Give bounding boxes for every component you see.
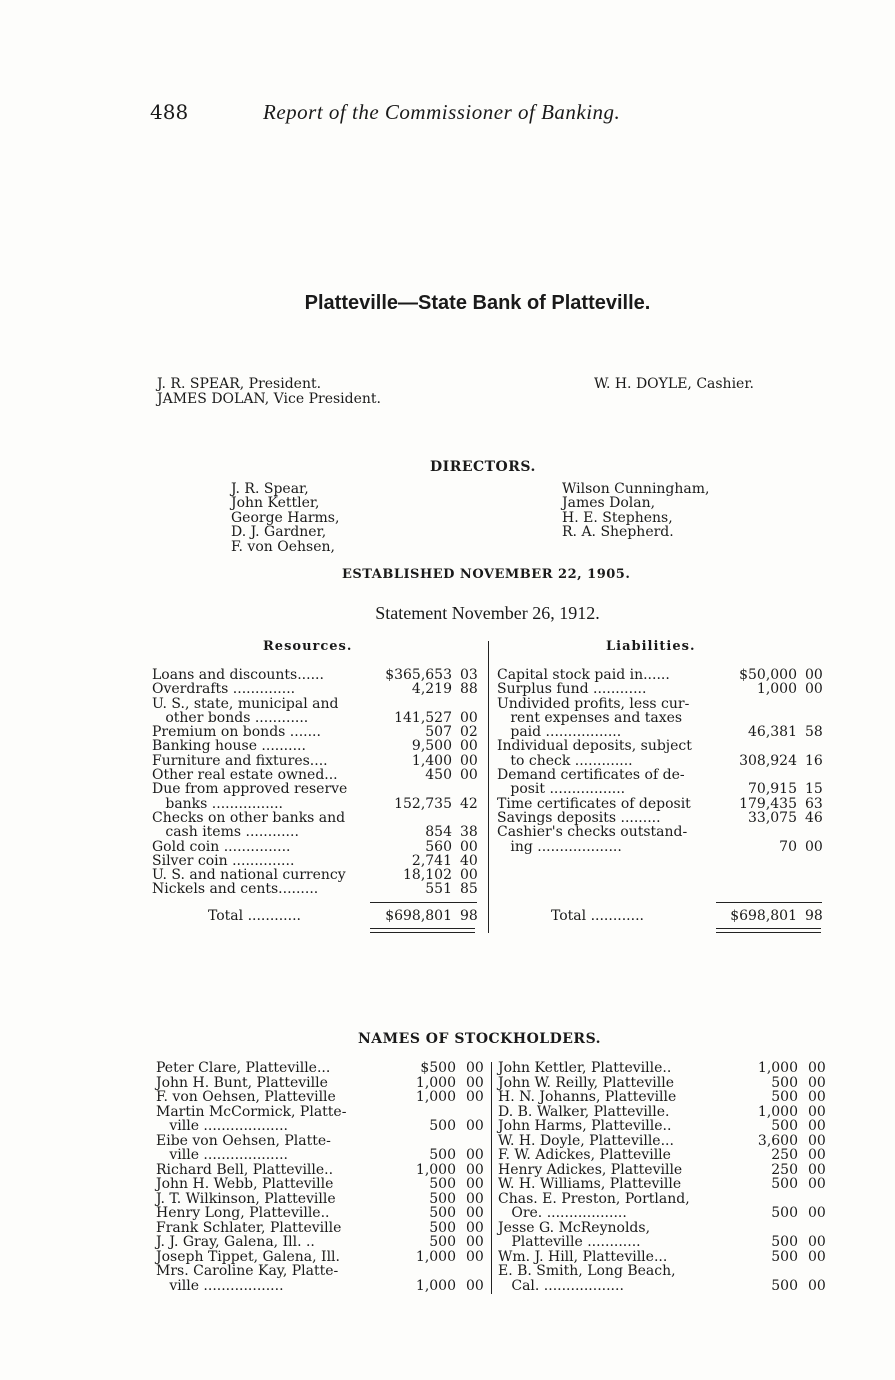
stockholder-right-amount-cents: 00 — [808, 1234, 826, 1250]
resource-amount-dollars: 450 — [425, 767, 452, 784]
stockholder-right-row — [498, 1177, 828, 1192]
stockholder-left-label: J. T. Wilkinson, Platteville — [156, 1190, 336, 1207]
stockholder-left-label: ville ................... — [156, 1147, 288, 1163]
stockholder-left-label: Peter Clare, Platteville... — [156, 1060, 331, 1076]
resource-amount-dollars: 560 — [425, 838, 452, 855]
stockholder-right-label: W. H. Doyle, Platteville... — [498, 1132, 674, 1149]
stockholder-left-amount-cents: 00 — [466, 1219, 484, 1236]
stockholder-left-amount-cents: 00 — [466, 1205, 484, 1221]
stockholder-left-row — [156, 1192, 486, 1207]
stockholder-right-label: F. W. Adickes, Platteville — [498, 1147, 671, 1163]
stockholder-left-row — [156, 1221, 486, 1236]
liability-label: paid ................. — [497, 724, 622, 741]
stockholder-left-label: Richard Bell, Platteville.. — [156, 1161, 334, 1178]
resources-total — [152, 909, 482, 923]
resource-row — [152, 668, 482, 682]
liabilities-total — [497, 909, 827, 923]
stockholder-left-row — [156, 1076, 486, 1091]
liability-amount-dollars: 46,381 — [748, 724, 797, 741]
resource-amount-dollars: 1,400 — [411, 752, 452, 769]
liabilities-table — [497, 668, 827, 854]
resource-amount-dollars: 9,500 — [411, 738, 452, 755]
resource-row — [152, 739, 482, 753]
liability-amount-cents: 00 — [805, 667, 823, 683]
liability-amount-cents: 46 — [805, 809, 823, 826]
stockholder-right-row — [498, 1163, 828, 1178]
bank-title: Platteville—State Bank of Platteville. — [304, 292, 651, 314]
stockholder-left-row — [156, 1177, 486, 1192]
resources-table — [152, 668, 482, 897]
stockholder-right-amount-cents: 00 — [808, 1074, 826, 1091]
stockholder-left-label: John H. Webb, Platteville — [156, 1176, 334, 1192]
stockholder-left-amount-dollars: 500 — [429, 1190, 456, 1207]
statement-date: Statement November 26, 1912. — [375, 603, 600, 623]
liability-label: ing ................... — [497, 838, 622, 855]
liability-label: Cashier's checks outstand- — [497, 824, 688, 841]
liability-row — [497, 697, 827, 711]
resource-row — [152, 868, 482, 882]
stockholder-left-row — [156, 1264, 486, 1279]
liability-amount-cents: 58 — [805, 724, 823, 741]
stockholder-left-row — [156, 1134, 486, 1149]
resource-row — [152, 711, 482, 725]
stockholder-left-label: Eibe von Oehsen, Platte- — [156, 1132, 331, 1149]
liability-row — [497, 840, 827, 854]
stockholder-right-amount-cents: 00 — [808, 1248, 826, 1265]
liability-row — [497, 754, 827, 768]
stockholder-left-row — [156, 1119, 486, 1134]
stockholders-left-list — [156, 1061, 486, 1293]
resource-amount-dollars: 507 — [425, 724, 452, 741]
resource-row — [152, 725, 482, 739]
stockholder-right-row — [498, 1250, 828, 1265]
resource-label: Gold coin ............... — [152, 838, 291, 855]
officer-cashier: W. H. DOYLE, Cashier. — [594, 376, 754, 392]
stockholder-right-row — [498, 1279, 828, 1294]
liabilities-double-rule-1 — [716, 928, 821, 929]
resource-amount-cents: 40 — [460, 852, 478, 869]
resource-label: Checks on other banks and — [152, 809, 346, 826]
stockholders-heading: NAMES OF STOCKHOLDERS. — [358, 1031, 602, 1047]
liability-label: Undivided profits, less cur- — [497, 695, 690, 712]
stockholder-right-label: John Kettler, Platteville.. — [498, 1060, 672, 1076]
stockholder-right-label: Ore. .................. — [498, 1205, 627, 1221]
resource-amount-cents: 38 — [460, 824, 478, 841]
stockholder-right-amount-cents: 00 — [808, 1161, 826, 1178]
stockholder-right-amount-dollars: 1,000 — [757, 1103, 798, 1120]
stockholder-left-amount-dollars: 1,000 — [415, 1074, 456, 1091]
liability-amount-dollars: 1,000 — [756, 681, 797, 698]
resource-amount-cents: 00 — [460, 767, 478, 784]
director-left-2: John Kettler, — [231, 495, 320, 511]
resource-row — [152, 825, 482, 839]
resource-amount-dollars: $365,653 — [385, 667, 452, 683]
stockholder-left-row — [156, 1148, 486, 1163]
resources-double-rule-1 — [370, 928, 475, 929]
resource-row — [152, 854, 482, 868]
stockholder-left-amount-cents: 00 — [466, 1248, 484, 1265]
stockholder-right-label: H. N. Johanns, Platteville — [498, 1089, 677, 1105]
established-date: ESTABLISHED NOVEMBER 22, 1905. — [342, 567, 631, 582]
stockholder-left-row — [156, 1061, 486, 1076]
stockholder-left-amount-cents: 00 — [466, 1147, 484, 1163]
stockholder-left-label: Frank Schlater, Platteville — [156, 1219, 342, 1236]
liability-row — [497, 825, 827, 839]
directors-heading: DIRECTORS. — [430, 459, 536, 475]
liability-label: Savings deposits ......... — [497, 809, 661, 826]
stockholder-left-row — [156, 1163, 486, 1178]
liability-amount-dollars: 179,435 — [739, 795, 797, 812]
liability-label: Demand certificates of de- — [497, 767, 685, 784]
stockholder-left-label: Mrs. Caroline Kay, Platte- — [156, 1263, 339, 1279]
liability-row — [497, 725, 827, 739]
resource-row — [152, 682, 482, 696]
resource-amount-cents: 00 — [460, 752, 478, 769]
liability-amount-dollars: 308,924 — [739, 752, 797, 769]
stockholder-right-amount-cents: 00 — [808, 1277, 826, 1294]
liability-amount-dollars: 70,915 — [748, 781, 797, 798]
liability-amount-cents: 16 — [805, 752, 823, 769]
resource-label: other bonds ............ — [152, 709, 309, 726]
stockholder-left-amount-dollars: 1,000 — [415, 1161, 456, 1178]
stockholder-left-label: Martin McCormick, Platte- — [156, 1103, 347, 1120]
stockholder-left-amount-dollars: 500 — [429, 1176, 456, 1192]
column-divider — [488, 641, 489, 933]
stockholder-right-row — [498, 1090, 828, 1105]
stockholder-left-amount-cents: 00 — [466, 1060, 484, 1076]
stockholder-left-label: J. J. Gray, Galena, Ill. .. — [156, 1234, 315, 1250]
stockholder-right-amount-dollars: 500 — [771, 1089, 798, 1105]
liability-row — [497, 682, 827, 696]
stockholder-right-row — [498, 1206, 828, 1221]
liability-label: posit ................. — [497, 781, 626, 798]
liability-label: to check ............. — [497, 752, 633, 769]
stockholders-divider — [491, 1062, 492, 1294]
stockholder-right-label: John W. Reilly, Platteville — [498, 1074, 674, 1091]
stockholder-left-amount-cents: 00 — [466, 1190, 484, 1207]
resource-row — [152, 882, 482, 896]
liability-row — [497, 782, 827, 796]
stockholder-left-row — [156, 1279, 486, 1294]
resource-row — [152, 782, 482, 796]
resources-double-rule-2 — [370, 932, 475, 933]
resource-row — [152, 811, 482, 825]
stockholder-left-amount-cents: 00 — [466, 1089, 484, 1105]
resource-label: Nickels and cents......... — [152, 881, 319, 898]
liabilities-double-rule-2 — [716, 932, 821, 933]
stockholder-right-amount-dollars: 500 — [771, 1205, 798, 1221]
stockholder-right-amount-dollars: 500 — [771, 1234, 798, 1250]
liability-amount-dollars: 33,075 — [748, 809, 797, 826]
liability-row — [497, 711, 827, 725]
liability-row — [497, 768, 827, 782]
resource-amount-cents: 03 — [460, 667, 478, 683]
resource-amount-dollars: 2,741 — [411, 852, 452, 869]
stockholder-right-row — [498, 1221, 828, 1236]
resource-row — [152, 768, 482, 782]
stockholder-left-amount-dollars: 500 — [429, 1234, 456, 1250]
stockholder-right-amount-dollars: 1,000 — [757, 1060, 798, 1076]
stockholder-left-label: ville .................. — [156, 1277, 284, 1294]
director-left-4: D. J. Gardner, — [231, 524, 327, 540]
resource-label: U. S., state, municipal and — [152, 695, 339, 712]
resource-label: Due from approved reserve — [152, 781, 348, 798]
liability-amount-dollars: 70 — [779, 838, 797, 855]
resources-total-cents: 98 — [460, 908, 478, 924]
resource-label: Furniture and fixtures.... — [152, 752, 328, 769]
resource-label: Loans and discounts...... — [152, 667, 324, 683]
stockholder-left-amount-dollars: 500 — [429, 1147, 456, 1163]
stockholder-left-amount-dollars: $500 — [420, 1060, 456, 1076]
stockholder-right-label: E. B. Smith, Long Beach, — [498, 1263, 676, 1279]
resource-amount-dollars: 152,735 — [394, 795, 452, 812]
resource-amount-dollars: 18,102 — [403, 867, 452, 884]
stockholder-right-amount-dollars: 250 — [771, 1147, 798, 1163]
resource-label: Silver coin .............. — [152, 852, 295, 869]
liabilities-total-rule — [716, 902, 822, 903]
stockholder-left-label: ville ................... — [156, 1118, 288, 1134]
stockholder-left-amount-cents: 00 — [466, 1161, 484, 1178]
resource-amount-cents: 42 — [460, 795, 478, 812]
stockholder-right-amount-dollars: 250 — [771, 1161, 798, 1178]
liabilities-heading: Liabilities. — [606, 639, 696, 654]
stockholder-left-label: Joseph Tippet, Galena, Ill. — [156, 1248, 340, 1265]
director-right-2: James Dolan, — [562, 495, 656, 511]
director-right-3: H. E. Stephens, — [562, 510, 673, 526]
stockholder-right-amount-cents: 00 — [808, 1147, 826, 1163]
stockholder-right-row — [498, 1061, 828, 1076]
resource-row — [152, 697, 482, 711]
stockholder-left-row — [156, 1105, 486, 1120]
stockholder-right-label: Cal. .................. — [498, 1277, 624, 1294]
resource-label: Premium on bonds ....... — [152, 724, 321, 741]
stockholder-right-label: Wm. J. Hill, Platteville... — [498, 1248, 668, 1265]
resource-label: Banking house .......... — [152, 738, 306, 755]
director-right-1: Wilson Cunningham, — [562, 481, 710, 497]
resource-amount-dollars: 551 — [425, 881, 452, 898]
resource-amount-cents: 88 — [460, 681, 478, 698]
liability-amount-cents: 63 — [805, 795, 823, 812]
liability-amount-cents: 00 — [805, 838, 823, 855]
stockholder-right-row — [498, 1192, 828, 1207]
stockholder-left-amount-dollars: 1,000 — [415, 1277, 456, 1294]
liability-row — [497, 739, 827, 753]
resource-label: Other real estate owned... — [152, 767, 338, 784]
stockholder-left-row — [156, 1235, 486, 1250]
liabilities-total-dollars: $698,801 — [730, 908, 797, 924]
stockholder-right-amount-dollars: 500 — [771, 1277, 798, 1294]
liabilities-total-cents: 98 — [805, 908, 823, 924]
stockholder-right-row — [498, 1235, 828, 1250]
resource-label: cash items ............ — [152, 824, 299, 841]
stockholder-left-amount-dollars: 500 — [429, 1118, 456, 1134]
running-title: Report of the Commissioner of Banking. — [263, 100, 621, 124]
stockholder-right-row — [498, 1134, 828, 1149]
resources-total-dollars: $698,801 — [385, 908, 452, 924]
stockholder-left-amount-dollars: 500 — [429, 1219, 456, 1236]
stockholder-right-amount-cents: 00 — [808, 1060, 826, 1076]
stockholder-right-amount-dollars: 500 — [771, 1074, 798, 1091]
stockholder-left-row — [156, 1250, 486, 1265]
liability-row — [497, 811, 827, 825]
stockholder-right-label: Jesse G. McReynolds, — [498, 1219, 651, 1236]
stockholders-right-list — [498, 1061, 828, 1293]
stockholder-right-row — [498, 1076, 828, 1091]
stockholder-right-amount-dollars: 500 — [771, 1248, 798, 1265]
stockholder-right-amount-cents: 00 — [808, 1132, 826, 1149]
stockholder-left-amount-cents: 00 — [466, 1277, 484, 1294]
liability-label: Individual deposits, subject — [497, 738, 692, 755]
stockholder-right-amount-cents: 00 — [808, 1205, 826, 1221]
stockholder-right-amount-dollars: 3,600 — [757, 1132, 798, 1149]
liability-row — [497, 797, 827, 811]
stockholder-right-label: Chas. E. Preston, Portland, — [498, 1190, 690, 1207]
director-left-3: George Harms, — [231, 510, 340, 526]
resource-label: banks ................ — [152, 795, 283, 812]
stockholder-right-label: Platteville ............ — [498, 1234, 641, 1250]
resource-row — [152, 754, 482, 768]
stockholder-left-amount-cents: 00 — [466, 1234, 484, 1250]
stockholder-right-amount-dollars: 500 — [771, 1118, 798, 1134]
liability-amount-dollars: $50,000 — [739, 667, 797, 683]
stockholder-left-amount-cents: 00 — [466, 1118, 484, 1134]
resource-amount-cents: 00 — [460, 867, 478, 884]
resource-amount-dollars: 4,219 — [411, 681, 452, 698]
resources-total-label: Total ............ — [208, 908, 301, 924]
resource-amount-dollars: 854 — [425, 824, 452, 841]
officer-president: J. R. SPEAR, President. — [157, 376, 322, 392]
resource-row — [152, 797, 482, 811]
liability-label: rent expenses and taxes — [497, 709, 683, 726]
stockholder-left-row — [156, 1206, 486, 1221]
stockholder-left-amount-dollars: 1,000 — [415, 1089, 456, 1105]
stockholder-left-label: F. von Oehsen, Platteville — [156, 1089, 336, 1105]
liability-amount-cents: 15 — [805, 781, 823, 798]
stockholder-left-amount-dollars: 500 — [429, 1205, 456, 1221]
liability-label: Surplus fund ............ — [497, 681, 647, 698]
resources-total-rule — [370, 902, 477, 903]
director-right-4: R. A. Shepherd. — [562, 524, 674, 540]
stockholder-right-amount-dollars: 500 — [771, 1176, 798, 1192]
liability-label: Capital stock paid in...... — [497, 667, 670, 683]
stockholder-left-label: Henry Long, Platteville.. — [156, 1205, 330, 1221]
liability-row — [497, 668, 827, 682]
resource-amount-cents: 02 — [460, 724, 478, 741]
director-left-1: J. R. Spear, — [231, 481, 309, 497]
officer-vice-president: JAMES DOLAN, Vice President. — [157, 391, 381, 407]
director-left-5: F. von Oehsen, — [231, 539, 335, 555]
stockholder-right-row — [498, 1264, 828, 1279]
stockholder-right-label: W. H. Williams, Platteville — [498, 1176, 682, 1192]
stockholder-left-label: John H. Bunt, Platteville — [156, 1074, 328, 1091]
stockholder-right-amount-cents: 00 — [808, 1118, 826, 1134]
resource-label: Overdrafts .............. — [152, 681, 296, 698]
resource-amount-cents: 85 — [460, 881, 478, 898]
stockholder-right-row — [498, 1148, 828, 1163]
resource-amount-dollars: 141,527 — [394, 709, 452, 726]
stockholder-right-row — [498, 1105, 828, 1120]
stockholder-right-amount-cents: 00 — [808, 1103, 826, 1120]
resource-amount-cents: 00 — [460, 738, 478, 755]
liability-label: Time certificates of deposit — [497, 795, 691, 812]
stockholder-right-amount-cents: 00 — [808, 1176, 826, 1192]
stockholder-left-amount-cents: 00 — [466, 1074, 484, 1091]
page-number: 488 — [150, 100, 189, 124]
resource-row — [152, 840, 482, 854]
stockholder-right-label: Henry Adickes, Platteville — [498, 1161, 683, 1178]
liability-amount-cents: 00 — [805, 681, 823, 698]
stockholder-right-amount-cents: 00 — [808, 1089, 826, 1105]
resource-amount-cents: 00 — [460, 838, 478, 855]
resource-amount-cents: 00 — [460, 709, 478, 726]
stockholder-left-row — [156, 1090, 486, 1105]
stockholder-right-label: John Harms, Platteville.. — [498, 1118, 672, 1134]
resource-label: U. S. and national currency — [152, 867, 346, 884]
resources-heading: Resources. — [263, 639, 353, 654]
stockholder-right-label: D. B. Walker, Platteville. — [498, 1103, 670, 1120]
stockholder-left-amount-cents: 00 — [466, 1176, 484, 1192]
stockholder-right-row — [498, 1119, 828, 1134]
stockholder-left-amount-dollars: 1,000 — [415, 1248, 456, 1265]
liabilities-total-label: Total ............ — [551, 908, 644, 924]
